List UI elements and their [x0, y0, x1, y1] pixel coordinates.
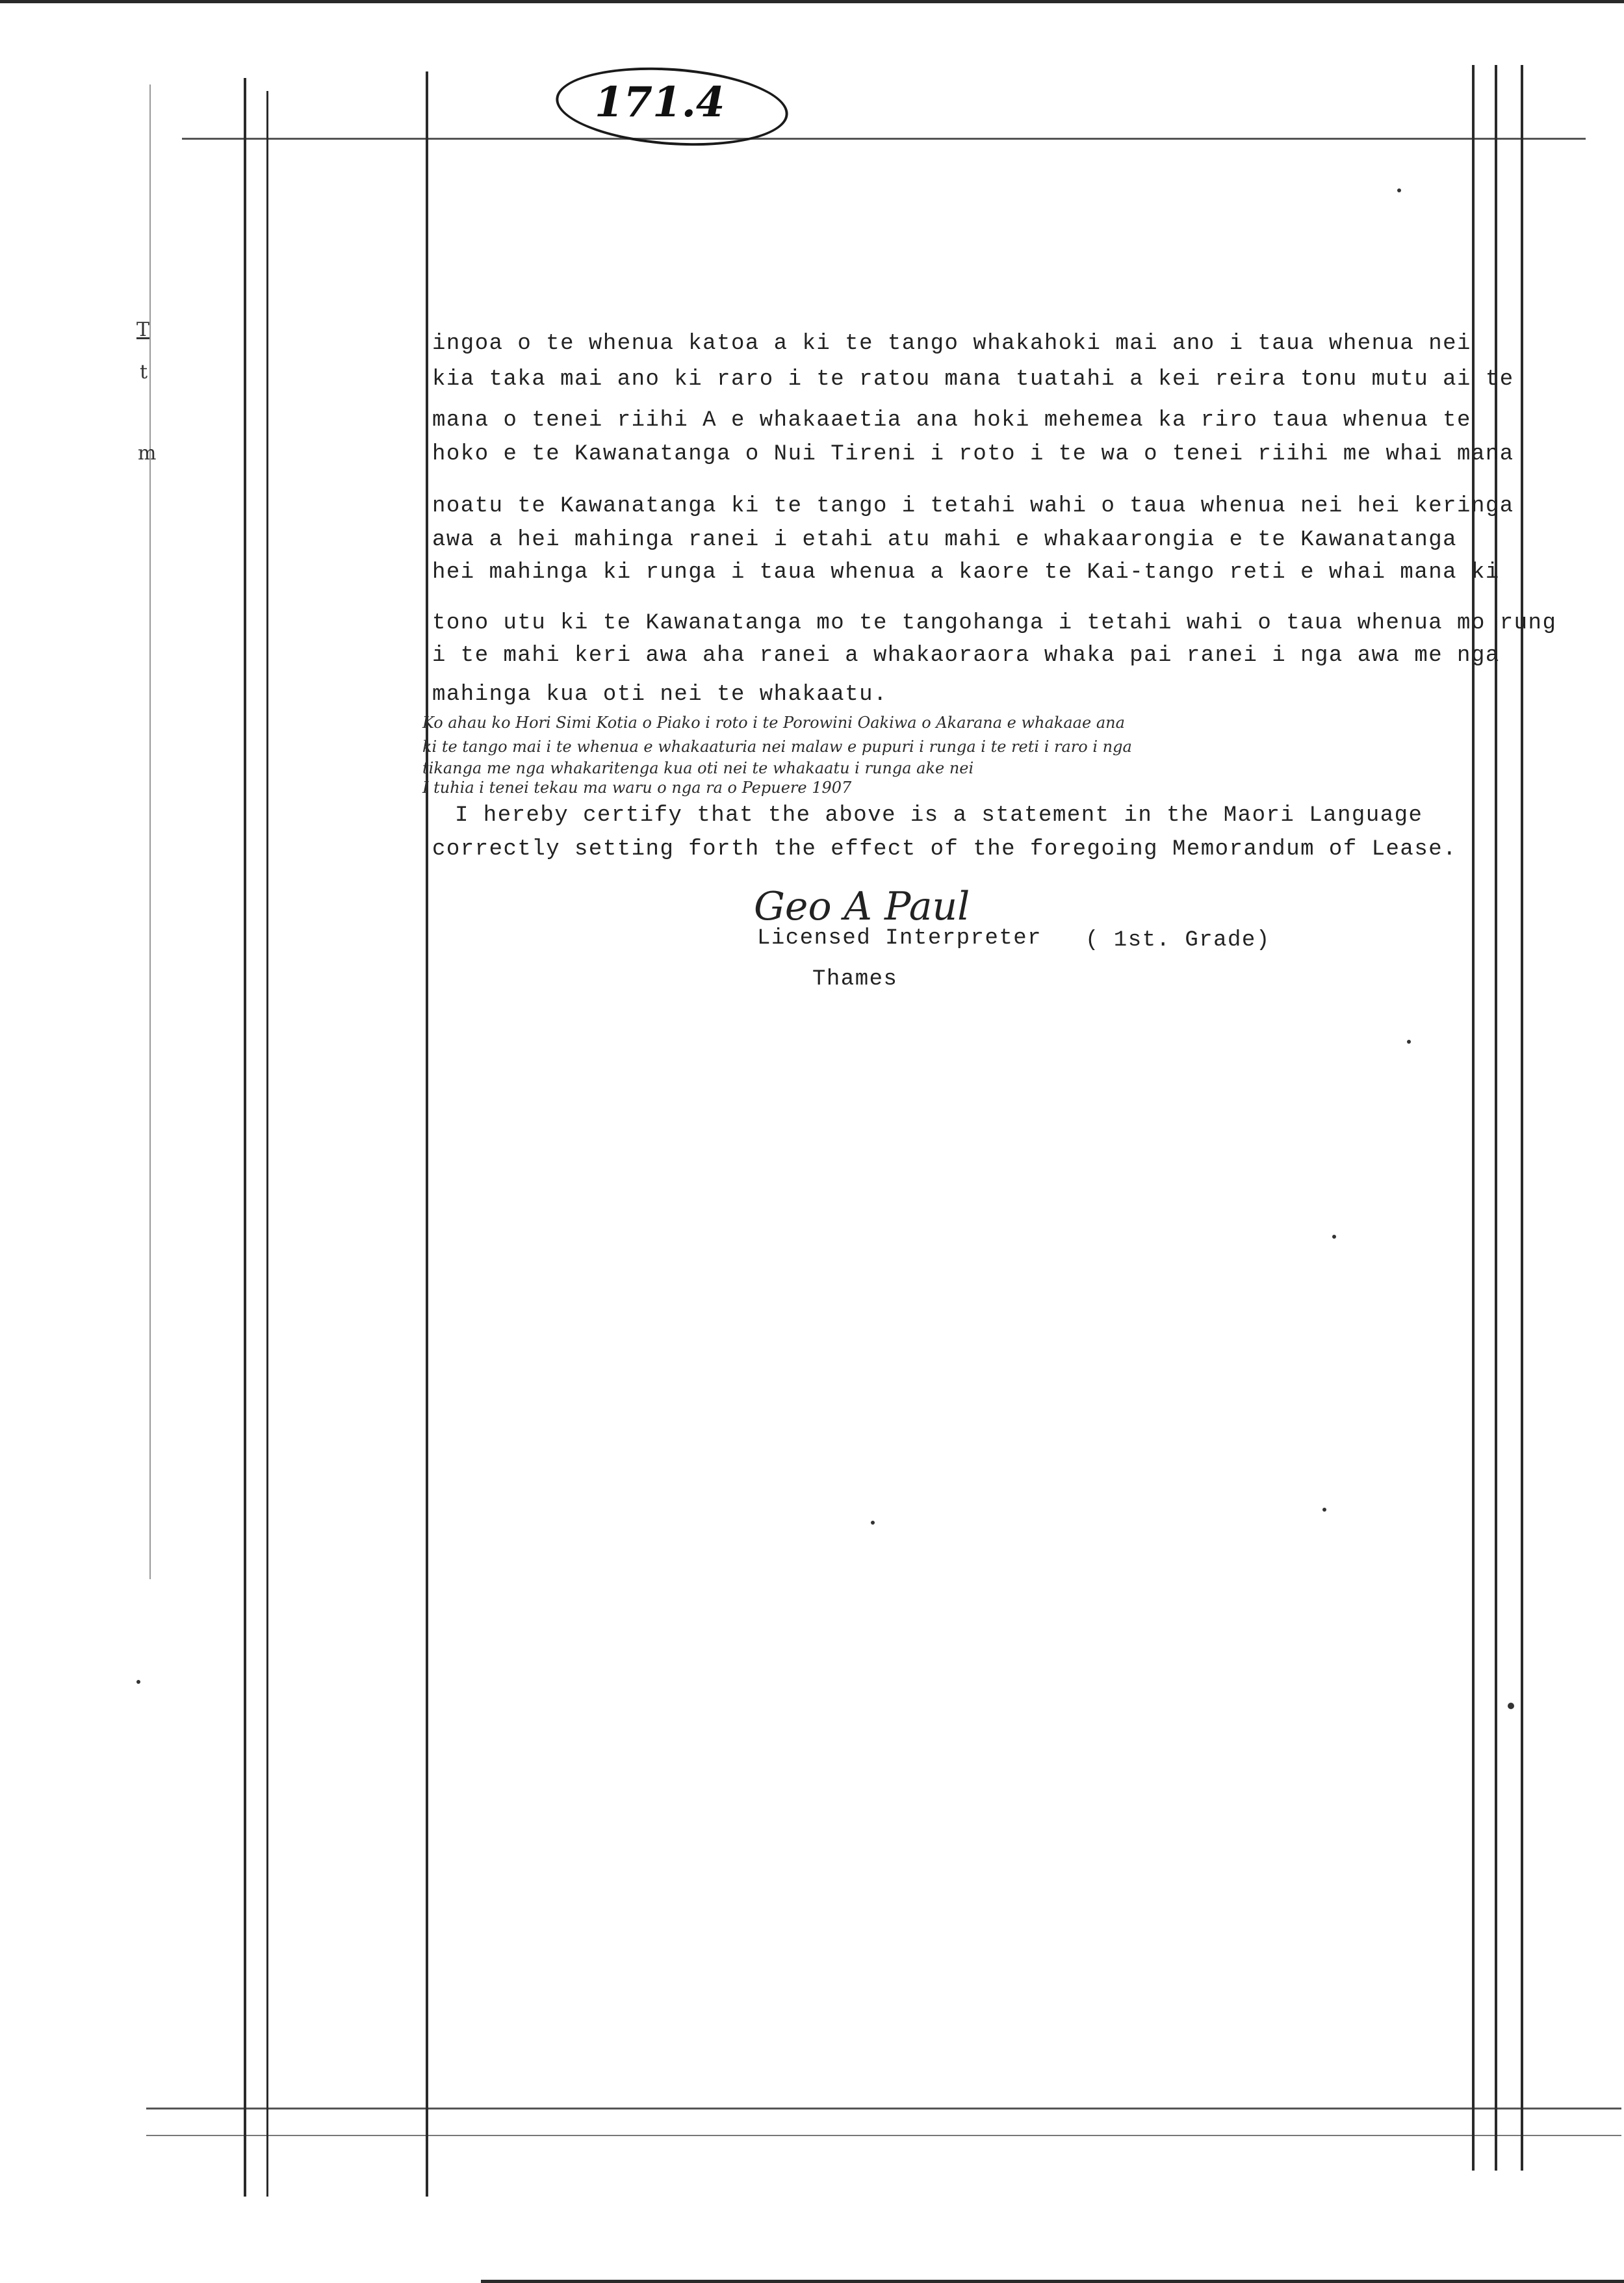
footer-rule-2: [146, 2135, 1621, 2136]
interpreter-grade: ( 1st. Grade): [1085, 928, 1270, 953]
body-line: noatu te Kawanatanga ki te tango i tetahi wahi o taua whenua nei hei keringa: [432, 494, 1514, 519]
margin-mark: T: [136, 318, 150, 341]
certification-line: I hereby certify that the above is a statement in the Maori Language: [455, 803, 1423, 828]
body-line: awa a hei mahinga ranei i etahi atu mahi e whakaarongia e te Kawanatanga: [432, 528, 1458, 552]
footer-rule: [146, 2108, 1621, 2109]
left-rule-inner: [266, 91, 268, 2197]
interpreter-signature: Geo A Paul: [754, 884, 970, 929]
body-line: i te mahi keri awa aha ranei a whakaoraora whaka pai ranei i nga awa me nga: [432, 643, 1500, 668]
handwritten-line: tikanga me nga whakaritenga kua oti nei te whakaatu i runga ake nei: [422, 759, 974, 777]
certification-line: correctly setting forth the effect of the foregoing Memorandum of Lease.: [432, 837, 1458, 862]
body-line: mahinga kua oti nei te whakaatu.: [432, 682, 888, 707]
body-line: hoko e te Kawanatanga o Nui Tireni i roto i te wa o tenei riihi me whai mana: [432, 442, 1514, 467]
scan-speck: [1407, 1040, 1411, 1044]
margin-mark: t: [140, 361, 148, 383]
scan-speck: [871, 1521, 875, 1525]
header-rule: [182, 138, 1586, 140]
handwritten-line: ki te tango mai i te whenua e whakaaturia nei malaw e pupuri i runga i te reti i raro i nga: [422, 738, 1132, 756]
scan-speck: [1508, 1703, 1514, 1709]
scan-speck: [136, 1680, 140, 1684]
location: Thames: [812, 967, 898, 992]
far-left-dashed: [149, 84, 151, 1579]
body-line: mana o tenei riihi A e whakaaetia ana hoki mehemea ka riro taua whenua te: [432, 408, 1471, 433]
handwritten-line: Ko ahau ko Hori Simi Kotia o Piako i roto i te Porowini Oakiwa o Akarana e whakaae ana: [422, 714, 1125, 732]
bottom-rule: [481, 2280, 1624, 2283]
body-line: tono utu ki te Kawanatanga mo te tangohanga i tetahi wahi o taua whenua mo rung: [432, 611, 1557, 636]
margin-mark: m: [138, 442, 157, 465]
left-rule-outer: [244, 78, 246, 2197]
reference-number: 171.4: [595, 78, 725, 127]
body-line: ingoa o te whenua katoa a ki te tango whakahoki mai ano i taua whenua nei: [432, 331, 1471, 356]
top-rule: [0, 0, 1624, 3]
signatory-title: Licensed Interpreter: [757, 926, 1042, 951]
scan-speck: [1322, 1508, 1326, 1512]
right-rule-3: [1521, 65, 1523, 2171]
body-line: kia taka mai ano ki raro i te ratou mana tuatahi a kei reira tonu mutu ai te: [432, 367, 1514, 392]
scan-speck: [1332, 1235, 1336, 1239]
handwritten-line: I tuhia i tenei tekau ma waru o nga ra o Pepuere 1907: [422, 779, 852, 797]
scan-speck: [1397, 188, 1401, 192]
text-margin-rule: [426, 71, 428, 2197]
body-line: hei mahinga ki runga i taua whenua a kaore te Kai-tango reti e whai mana ki: [432, 560, 1500, 585]
